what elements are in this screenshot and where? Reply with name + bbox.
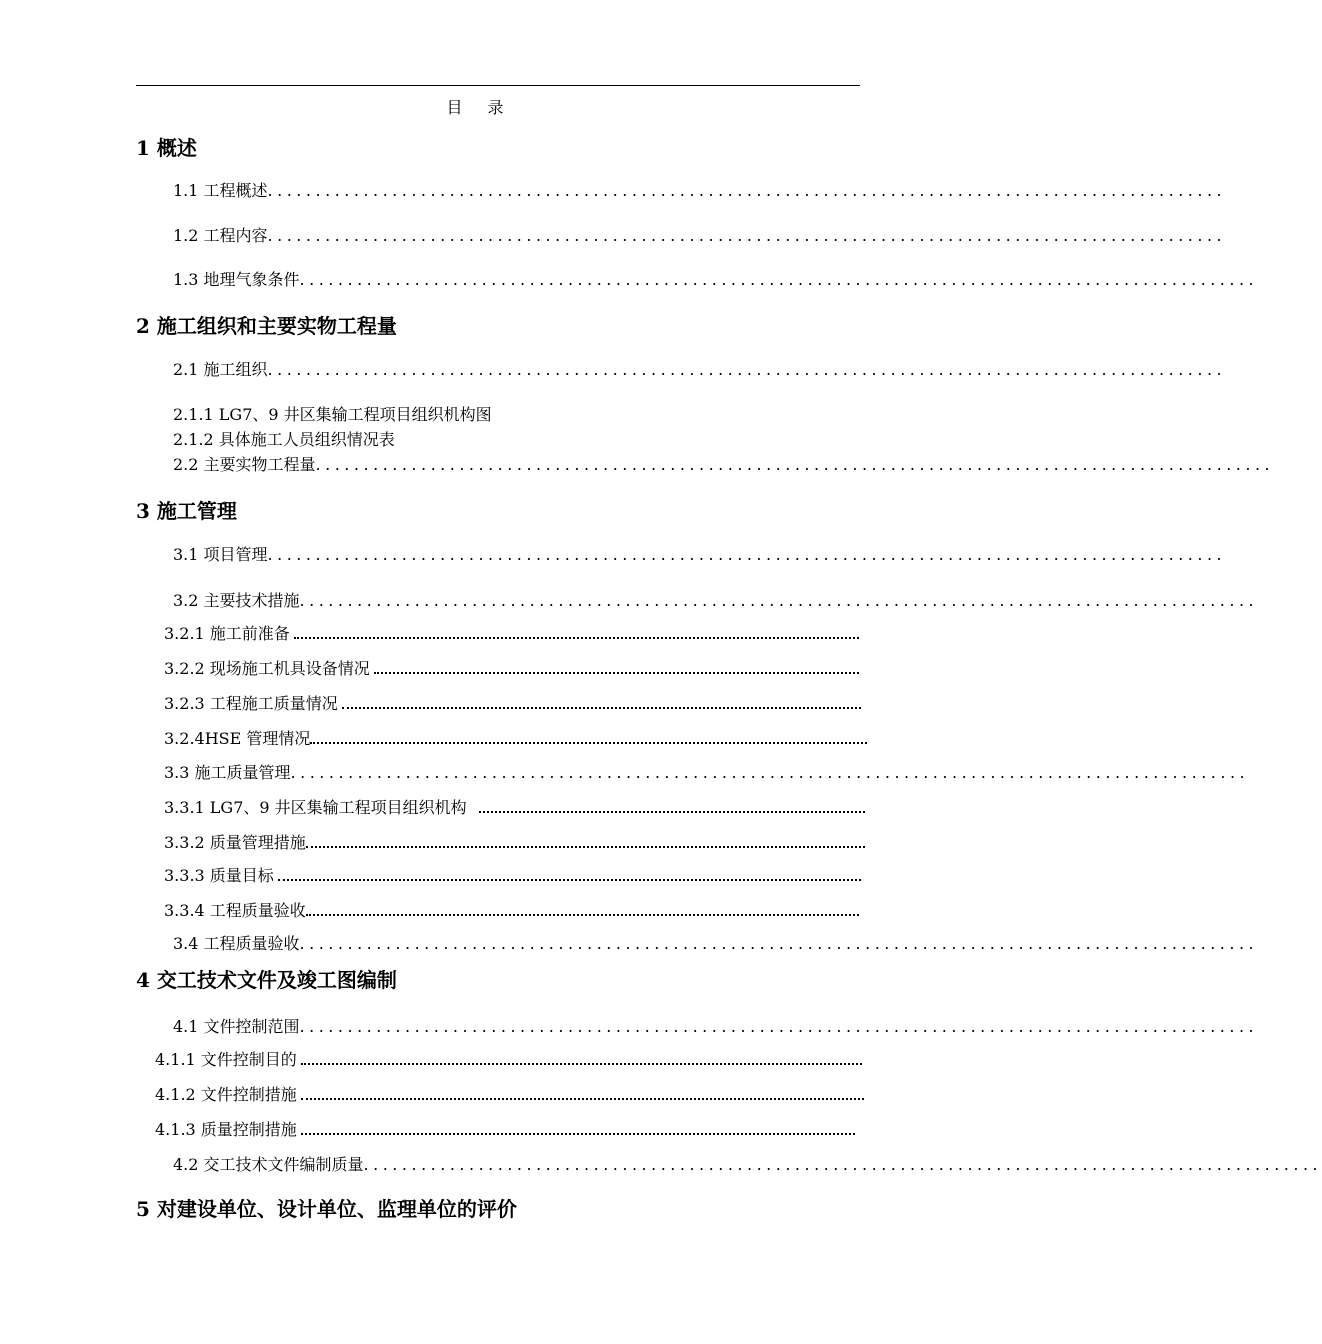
toc-entry-label: 4.1 文件控制范围	[173, 1017, 300, 1036]
toc-entry-3-2-3[interactable]	[164, 690, 861, 714]
dot-leader	[278, 879, 861, 881]
toc-entry-label: 1.2 工程内容	[173, 226, 268, 245]
toc-entry-3-2-4[interactable]	[164, 725, 867, 749]
dot-leader	[342, 707, 861, 709]
dot-leader	[301, 1098, 864, 1100]
toc-entry-4-1-1[interactable]	[155, 1046, 862, 1070]
toc-entry-label: 3.2.2 现场施工机具设备情况	[164, 659, 370, 678]
toc-entry-4-1-3[interactable]	[155, 1116, 855, 1140]
dot-leader: ....................................................................................................	[299, 591, 1259, 610]
toc-entry-1-3[interactable]	[173, 266, 1259, 290]
toc-entry-3-2-1[interactable]	[164, 620, 859, 644]
toc-entry-label: 1.3 地理气象条件	[173, 270, 300, 289]
toc-entry-3-3-4[interactable]	[164, 897, 859, 921]
toc-section-2[interactable]: 2 施工组织和主要实物工程量	[136, 314, 397, 338]
toc-entry-label: 4.1.2 文件控制措施	[155, 1085, 297, 1104]
toc-entry-label: 4.1.1 文件控制目的	[155, 1050, 297, 1069]
header-rule	[136, 85, 860, 86]
toc-entry-1-1[interactable]	[173, 177, 1227, 201]
toc-entry-3-1[interactable]	[173, 541, 1227, 565]
dot-leader: ....................................................................................................	[299, 270, 1259, 289]
dot-leader	[301, 1133, 855, 1135]
toc-entry-3-4[interactable]	[173, 930, 1259, 954]
toc-entry-3-2[interactable]	[173, 587, 1259, 611]
toc-entry-3-3-3[interactable]	[164, 862, 861, 886]
toc-entry-label: 3.2 主要技术措施	[173, 591, 300, 610]
toc-entry-label: 2.1 施工组织	[173, 360, 268, 379]
dot-leader: ....................................................................................................	[299, 934, 1259, 953]
toc-entry-3-3-1[interactable]	[164, 794, 865, 818]
toc-title: 目 录	[446, 98, 514, 117]
toc-entry-4-1-2[interactable]	[155, 1081, 864, 1105]
dot-leader: ....................................................................................................	[290, 763, 1250, 782]
toc-entry-2-1-1[interactable]: 2.1.1 LG7、9 井区集输工程项目组织机构图	[173, 405, 492, 424]
toc-entry-label: 3.3.4 工程质量验收	[164, 901, 306, 920]
toc-entry-4-1[interactable]	[173, 1013, 1259, 1037]
toc-section-3[interactable]: 3 施工管理	[136, 499, 237, 523]
dot-leader: ....................................................................................................	[267, 226, 1227, 245]
toc-entry-1-2[interactable]	[173, 222, 1227, 246]
dot-leader	[301, 1063, 862, 1065]
toc-entry-label: 3.2.3 工程施工质量情况	[164, 694, 338, 713]
dot-leader	[306, 914, 859, 916]
dot-leader: ....................................................................................................	[267, 360, 1227, 379]
toc-entry-2-1[interactable]	[173, 356, 1227, 380]
toc-entry-2-2[interactable]	[173, 451, 1275, 475]
toc-entry-label: 4.2 交工技术文件编制质量	[173, 1155, 364, 1174]
toc-entry-label: 4.1.3 质量控制措施	[155, 1120, 297, 1139]
dot-leader: ....................................................................................................	[299, 1017, 1259, 1036]
dot-leader	[479, 811, 865, 813]
toc-section-1[interactable]: 1 概述	[136, 136, 197, 160]
toc-entry-label: 3.3 施工质量管理	[164, 763, 291, 782]
toc-section-4[interactable]: 4 交工技术文件及竣工图编制	[136, 968, 397, 992]
toc-entry-label: 3.4 工程质量验收	[173, 934, 300, 953]
toc-entry-label: 3.3.3 质量目标	[164, 866, 274, 885]
dot-leader: ....................................................................................................	[267, 181, 1227, 200]
dot-leader: ....................................................................................................	[363, 1155, 1322, 1174]
toc-entry-label: 3.3.1 LG7、9 井区集输工程项目组织机构	[164, 798, 467, 817]
toc-entry-4-2[interactable]	[173, 1151, 1322, 1175]
toc-entry-3-3[interactable]	[164, 759, 1250, 783]
toc-entry-2-1-2[interactable]: 2.1.2 具体施工人员组织情况表	[173, 430, 395, 449]
toc-entry-label: 3.2.4HSE 管理情况	[164, 729, 311, 748]
dot-leader	[310, 742, 867, 744]
toc-entry-label: 3.1 项目管理	[173, 545, 268, 564]
toc-entry-label: 1.1 工程概述	[173, 181, 268, 200]
toc-entry-label: 3.2.1 施工前准备	[164, 624, 290, 643]
dot-leader	[294, 637, 859, 639]
dot-leader: ....................................................................................................	[315, 455, 1275, 474]
dot-leader	[374, 672, 859, 674]
toc-section-5[interactable]: 5 对建设单位、设计单位、监理单位的评价	[136, 1197, 517, 1221]
toc-entry-label: 3.3.2 质量管理措施	[164, 833, 306, 852]
toc-entry-3-3-2[interactable]	[164, 829, 865, 853]
toc-entry-label: 2.2 主要实物工程量	[173, 455, 316, 474]
dot-leader: ....................................................................................................	[267, 545, 1227, 564]
dot-leader	[306, 846, 865, 848]
toc-entry-3-2-2[interactable]	[164, 655, 859, 679]
